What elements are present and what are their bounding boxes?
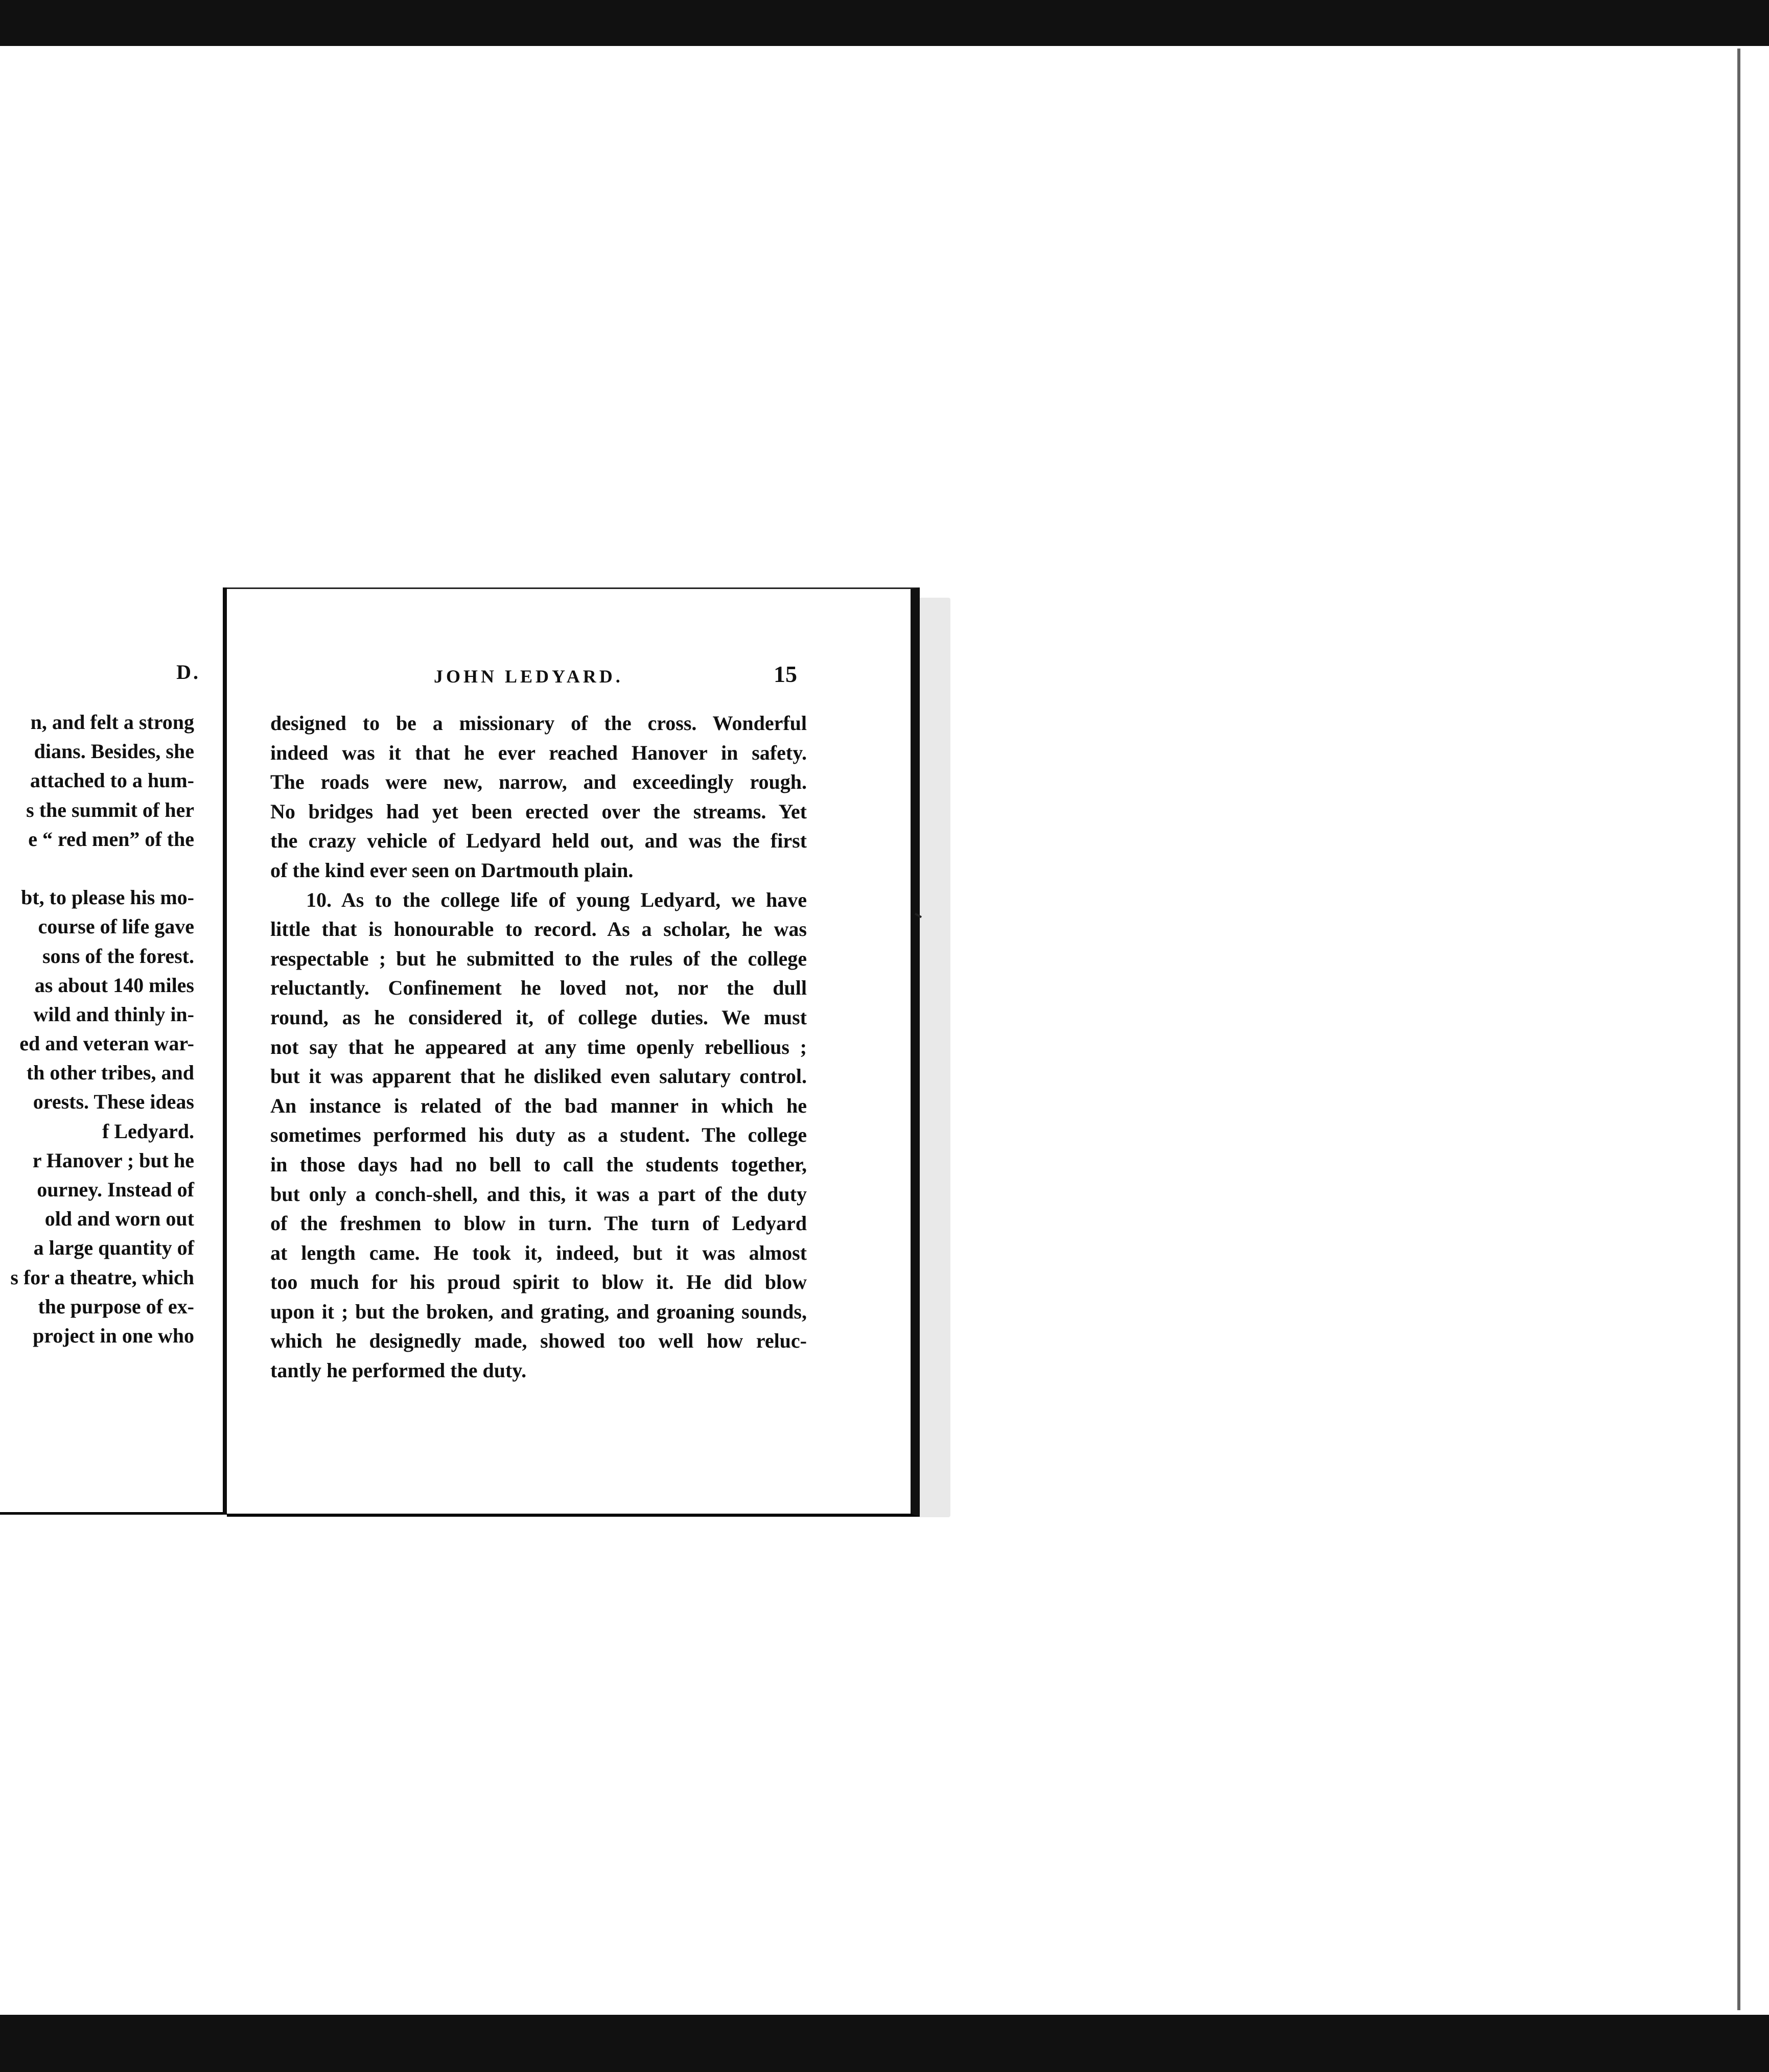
left-text-line: s the summit of her <box>26 798 194 821</box>
right-text-line: No bridges had yet been erected over the streams. Yet <box>270 799 807 823</box>
right-text-line: respectable ; but he submitted to the rules of the college <box>270 947 807 970</box>
scan-top-border <box>0 0 1769 46</box>
right-text-line: not say that he appeared at any time openly rebellious ; <box>270 1035 807 1058</box>
right-text-line: in those days had no bell to call the students together, <box>270 1152 807 1176</box>
left-text-line: dians. Besides, she <box>34 740 194 763</box>
right-text-line: the crazy vehicle of Ledyard held out, and was the first <box>270 829 807 853</box>
right-text-line: of the kind ever seen on Dartmouth plain. <box>270 858 634 882</box>
left-page <box>0 587 225 1515</box>
right-text-line: but it was apparent that he disliked even salutary control. <box>270 1065 807 1088</box>
right-page <box>227 587 920 1517</box>
left-text-line: f Ledyard. <box>102 1119 194 1143</box>
right-text-line: at length came. He took it, indeed, but it was almost <box>270 1241 807 1264</box>
left-text-line: th other tribes, and <box>26 1061 194 1085</box>
left-text-line: bt, to please his mo- <box>21 886 194 909</box>
right-text-line: designed to be a missionary of the cross. Wonderful <box>270 712 807 735</box>
scan-bottom-border <box>0 2015 1769 2072</box>
running-head: JOHN LEDYARD. <box>434 666 623 687</box>
right-text-line: An instance is related of the bad manner in which he <box>270 1094 807 1117</box>
left-text-line <box>10 854 194 883</box>
right-text-line: little that is honourable to record. As a scholar, he was <box>270 917 807 941</box>
left-text-line: r Hanover ; but he <box>32 1148 194 1172</box>
page-number: 15 <box>774 661 797 687</box>
left-text-line: orests. These ideas <box>33 1090 194 1114</box>
left-text-line: a large quantity of <box>33 1236 194 1260</box>
right-text-line: which he designedly made, showed too well how reluc- <box>270 1329 807 1353</box>
left-text-line: n, and felt a strong <box>30 711 194 734</box>
right-text-line: too much for his proud spirit to blow it. He did blow <box>270 1270 807 1294</box>
left-text-line: as about 140 miles <box>34 973 194 997</box>
left-text-line: the purpose of ex- <box>38 1294 194 1318</box>
left-text-line: ourney. Instead of <box>37 1178 194 1201</box>
book-gutter <box>223 587 227 1515</box>
left-text-line: e “ red men” of the <box>28 827 194 851</box>
right-text-line: reluctantly. Confinement he loved not, nor the dull <box>270 976 807 1000</box>
left-text-line: attached to a hum- <box>30 769 194 792</box>
right-text-line: of the freshmen to blow in turn. The turn of Ledyard <box>270 1212 807 1235</box>
right-text-line: but only a conch-shell, and this, it was a part of the duty <box>270 1182 807 1206</box>
right-text-line: 10. As to the college life of young Ledyard, we have <box>306 888 807 911</box>
right-page-text <box>270 709 807 1385</box>
scan-right-edge <box>1737 49 1740 2010</box>
left-text-line: project in one who <box>33 1324 194 1347</box>
left-page-text <box>10 708 194 1350</box>
right-text-line: The roads were new, narrow, and exceedingly rough. <box>270 770 807 794</box>
left-page-header: D. <box>176 661 200 684</box>
right-text-line: indeed was it that he ever reached Hanover in safety. <box>270 741 807 764</box>
left-text-line: wild and thinly in- <box>33 1002 194 1026</box>
left-text-line: ed and veteran war- <box>19 1032 194 1055</box>
left-text-line: sons of the forest. <box>42 944 194 968</box>
right-text-line: tantly he performed the duty. <box>270 1359 527 1382</box>
left-text-line: old and worn out <box>44 1207 194 1231</box>
right-text-line: upon it ; but the broken, and grating, and groaning sounds, <box>270 1300 807 1323</box>
right-text-line: sometimes performed his duty as a student. The college <box>270 1123 807 1147</box>
right-text-line: round, as he considered it, of college duties. We must <box>270 1005 807 1029</box>
left-text-line: course of life gave <box>38 915 194 938</box>
left-text-line: s for a theatre, which <box>10 1265 194 1289</box>
